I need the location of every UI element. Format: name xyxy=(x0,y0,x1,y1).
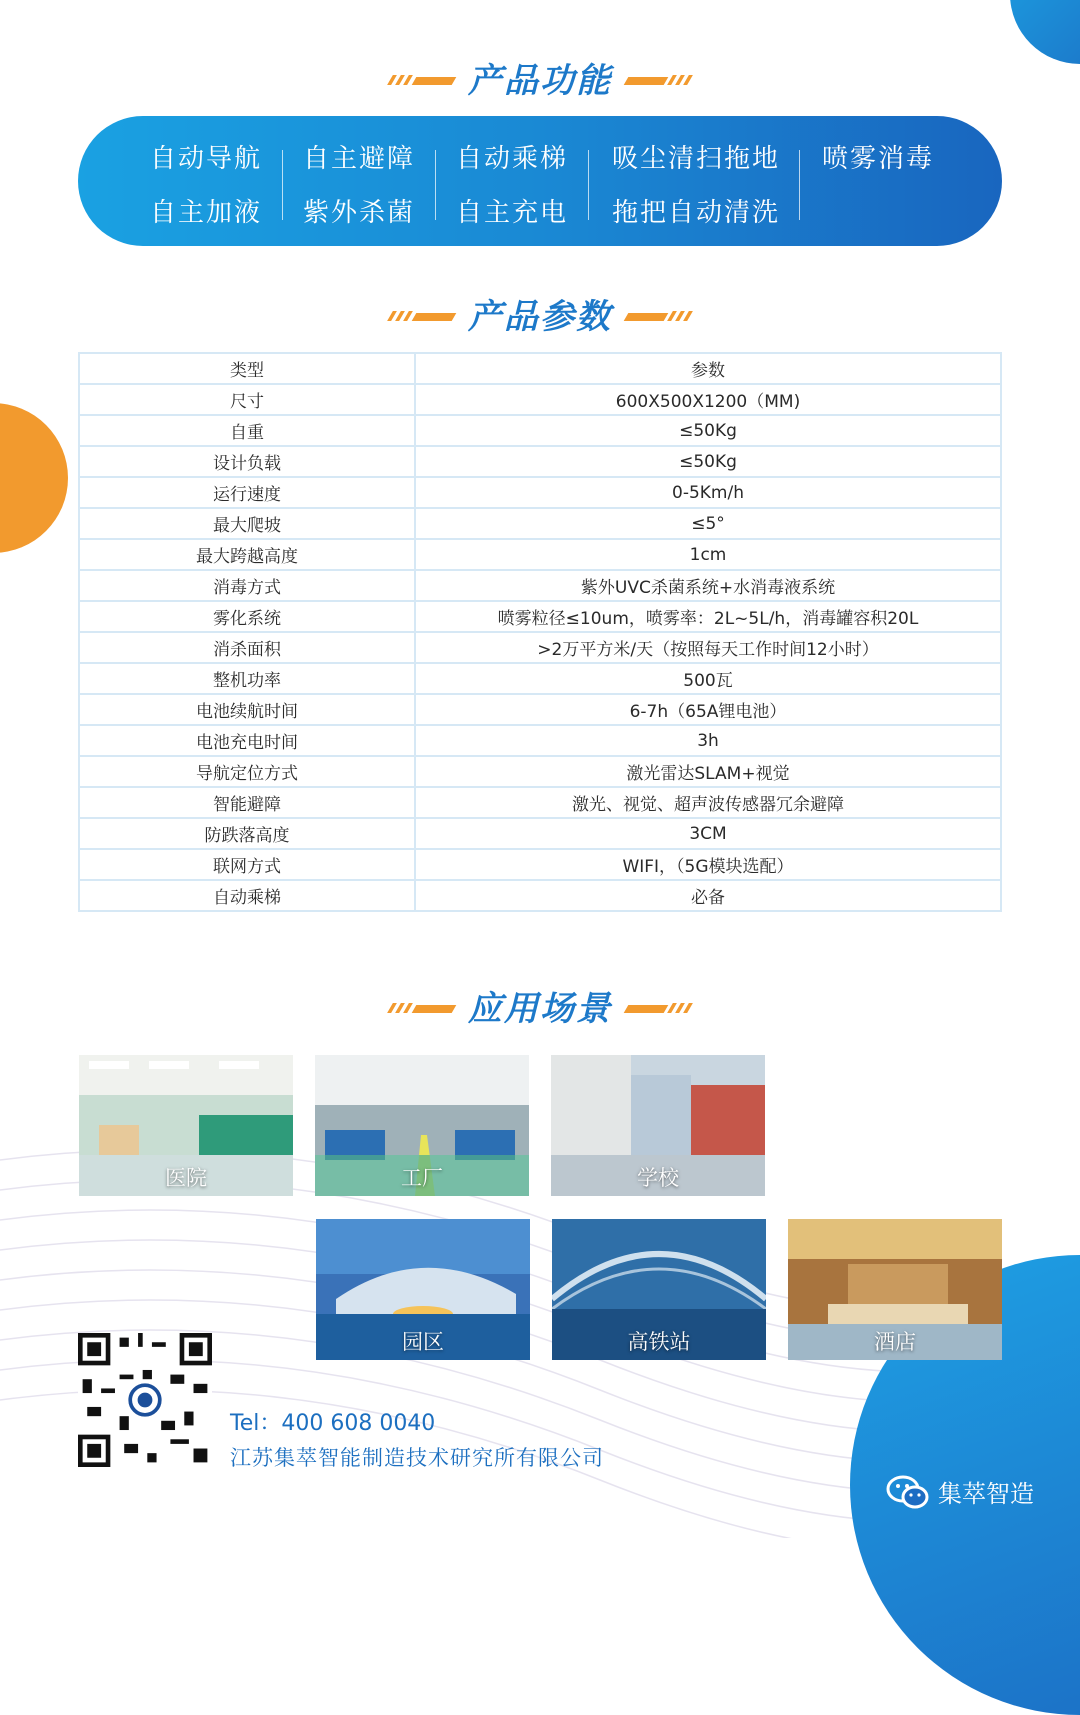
table-row xyxy=(79,601,1001,632)
brand-name: 集萃智造 xyxy=(938,1480,1034,1508)
scene-label: 医院 xyxy=(165,1166,207,1190)
spec-value-cell: 必备 xyxy=(415,880,1001,911)
table-row xyxy=(79,415,1001,446)
title-deco-right xyxy=(626,997,690,1013)
scene-label: 工厂 xyxy=(401,1166,443,1190)
function-item: 自主充电 xyxy=(456,198,569,228)
function-divider xyxy=(282,150,283,220)
table-row xyxy=(79,818,1001,849)
table-row xyxy=(79,508,1001,539)
header-cell: 参数 xyxy=(415,353,1001,384)
spec-value-cell: >2万平方米/天（按照每天工作时间12小时） xyxy=(415,632,1001,663)
scenes-title: 应用场景 xyxy=(468,988,612,1029)
spec-value-cell: 激光雷达SLAM+视觉 xyxy=(415,756,1001,787)
spec-value-cell: 600X500X1200（MM) xyxy=(415,384,1001,415)
scene-station xyxy=(552,1219,766,1360)
table-header-row xyxy=(79,353,1001,384)
spec-value-cell: ≤50Kg xyxy=(415,415,1001,446)
title-deco-right xyxy=(626,69,690,85)
spec-value-cell: ≤50Kg xyxy=(415,446,1001,477)
spec-value-cell: 激光、视觉、超声波传感器冗余避障 xyxy=(415,787,1001,818)
table-row xyxy=(79,446,1001,477)
spec-type-cell: 智能避障 xyxy=(79,787,415,818)
company-name: 江苏集萃智能制造技术研究所有限公司 xyxy=(230,1446,604,1470)
title-deco-left xyxy=(390,69,454,85)
function-item: 紫外杀菌 xyxy=(303,198,416,228)
function-item: 自动乘梯 xyxy=(456,144,569,174)
spec-value-cell: 3CM xyxy=(415,818,1001,849)
spec-type-cell: 消毒方式 xyxy=(79,570,415,601)
function-divider xyxy=(799,150,800,220)
spec-type-cell: 电池续航时间 xyxy=(79,694,415,725)
table-row xyxy=(79,539,1001,570)
spec-value-cell: 喷雾粒径≤10um，喷雾率：2L~5L/h，消毒罐容积20L xyxy=(415,601,1001,632)
table-row xyxy=(79,632,1001,663)
table-row xyxy=(79,756,1001,787)
qr-code[interactable] xyxy=(78,1333,212,1467)
spec-value-cell: WIFI，（5G模块选配） xyxy=(415,849,1001,880)
spec-type-cell: 导航定位方式 xyxy=(79,756,415,787)
spec-type-cell: 最大爬坡 xyxy=(79,508,415,539)
functions-title: 产品功能 xyxy=(468,60,612,101)
table-row xyxy=(79,384,1001,415)
spec-type-cell: 最大跨越高度 xyxy=(79,539,415,570)
spec-type-cell: 自重 xyxy=(79,415,415,446)
spec-value-cell: 0-5Km/h xyxy=(415,477,1001,508)
scene-label: 园区 xyxy=(402,1330,444,1354)
spec-value-cell: 紫外UVC杀菌系统+水消毒液系统 xyxy=(415,570,1001,601)
scene-label: 学校 xyxy=(637,1166,679,1190)
spec-value-cell: 1cm xyxy=(415,539,1001,570)
spec-type-cell: 自动乘梯 xyxy=(79,880,415,911)
function-item: 喷雾消毒 xyxy=(822,144,935,174)
function-divider xyxy=(435,150,436,220)
spec-type-cell: 雾化系统 xyxy=(79,601,415,632)
decor-circle-orange xyxy=(0,403,68,553)
table-row xyxy=(79,570,1001,601)
functions-panel xyxy=(78,116,1002,246)
table-row xyxy=(79,663,1001,694)
scene-factory xyxy=(315,1055,529,1196)
spec-value-cell: ≤5° xyxy=(415,508,1001,539)
brand-wechat xyxy=(886,1474,1034,1509)
spec-value-cell: 3h xyxy=(415,725,1001,756)
spec-type-cell: 尺寸 xyxy=(79,384,415,415)
table-row xyxy=(79,477,1001,508)
table-row xyxy=(79,849,1001,880)
spec-type-cell: 联网方式 xyxy=(79,849,415,880)
scene-label: 酒店 xyxy=(874,1330,916,1354)
scene-label: 高铁站 xyxy=(627,1330,691,1354)
scene-hospital xyxy=(79,1055,293,1196)
params-title: 产品参数 xyxy=(468,296,612,337)
function-divider xyxy=(588,150,589,220)
spec-type-cell: 防跌落高度 xyxy=(79,818,415,849)
function-item: 自主加液 xyxy=(150,198,263,228)
contact-phone[interactable]: Tel：400 608 0040 xyxy=(230,1411,436,1436)
function-item: 拖把自动清洗 xyxy=(612,198,781,228)
spec-type-cell: 电池充电时间 xyxy=(79,725,415,756)
spec-type-cell: 整机功率 xyxy=(79,663,415,694)
spec-table xyxy=(78,352,1002,912)
scene-park xyxy=(316,1219,530,1360)
spec-value-cell: 6-7h（65A锂电池） xyxy=(415,694,1001,725)
scene-school xyxy=(551,1055,765,1196)
table-row xyxy=(79,787,1001,818)
table-row xyxy=(79,694,1001,725)
table-row xyxy=(79,880,1001,911)
spec-value-cell: 500瓦 xyxy=(415,663,1001,694)
scene-hotel xyxy=(788,1219,1002,1360)
title-deco-left xyxy=(390,997,454,1013)
title-deco-left xyxy=(390,305,454,321)
table-row xyxy=(79,725,1001,756)
function-item: 自动导航 xyxy=(150,144,263,174)
header-cell: 类型 xyxy=(79,353,415,384)
spec-type-cell: 运行速度 xyxy=(79,477,415,508)
section-title-functions xyxy=(0,52,1080,102)
section-title-scenes xyxy=(0,980,1080,1030)
spec-type-cell: 消杀面积 xyxy=(79,632,415,663)
wechat-icon xyxy=(886,1475,930,1509)
function-item: 吸尘清扫拖地 xyxy=(612,144,781,174)
spec-type-cell: 设计负载 xyxy=(79,446,415,477)
title-deco-right xyxy=(626,305,690,321)
function-item: 自主避障 xyxy=(303,144,416,174)
section-title-params xyxy=(0,288,1080,338)
